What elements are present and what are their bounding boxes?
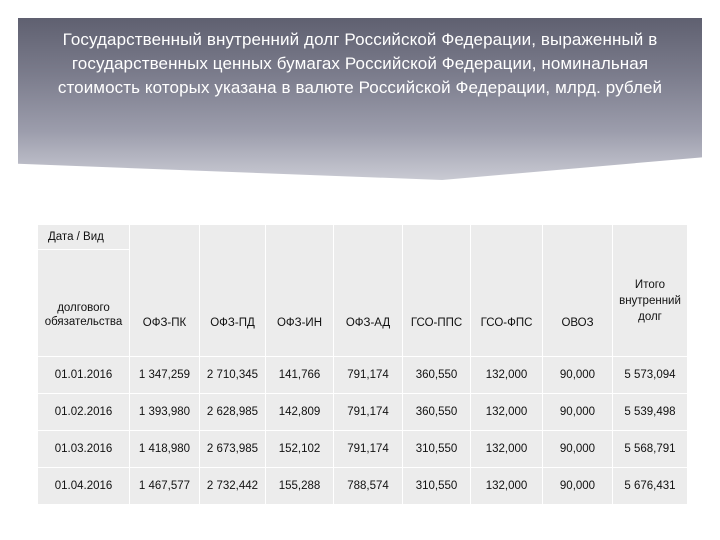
cell-value: 1 347,259 (130, 357, 200, 394)
cell-value: 2 732,442 (200, 468, 266, 505)
cell-value: 132,000 (471, 394, 543, 431)
cell-value: 132,000 (471, 431, 543, 468)
table-row (38, 394, 688, 431)
cell-value: 142,809 (266, 394, 334, 431)
header-cell-gso-pps: ГСО-ППС (403, 225, 471, 357)
cell-value: 90,000 (543, 431, 613, 468)
cell-value: 90,000 (543, 394, 613, 431)
cell-value: 791,174 (334, 394, 403, 431)
cell-value: 90,000 (543, 468, 613, 505)
cell-value: 360,550 (403, 394, 471, 431)
debt-table (37, 224, 688, 505)
row-date: 01.02.2016 (38, 394, 130, 431)
cell-value: 155,288 (266, 468, 334, 505)
cell-value: 5 573,094 (613, 357, 688, 394)
cell-value: 791,174 (334, 357, 403, 394)
row-date: 01.03.2016 (38, 431, 130, 468)
slide-title: Государственный внутренний долг Российской Федерации, выраженный в государственных ценных бумагах Российской Федерации, номинальная стоимость которых указана в валюте Российской Федерации, млрд. рублей (57, 30, 663, 97)
cell-value: 1 467,577 (130, 468, 200, 505)
cell-value: 5 568,791 (613, 431, 688, 468)
cell-value: 141,766 (266, 357, 334, 394)
header-cell-ofz-pk: ОФЗ-ПК (130, 225, 200, 357)
cell-value: 2 710,345 (200, 357, 266, 394)
cell-value: 90,000 (543, 357, 613, 394)
cell-value: 132,000 (471, 357, 543, 394)
header-cell-total: Итого внутренний долг (613, 225, 688, 357)
cell-value: 5 539,498 (613, 394, 688, 431)
header-cell-ofz-in: ОФЗ-ИН (266, 225, 334, 357)
corner-label-bottom: долгового обязательства (38, 250, 130, 357)
table-row (38, 468, 688, 505)
cell-value: 788,574 (334, 468, 403, 505)
cell-value: 310,550 (403, 431, 471, 468)
cell-value: 152,102 (266, 431, 334, 468)
cell-value: 1 418,980 (130, 431, 200, 468)
row-date: 01.04.2016 (38, 468, 130, 505)
cell-value: 2 673,985 (200, 431, 266, 468)
corner-label-top: Дата / Вид (38, 225, 130, 250)
cell-value: 360,550 (403, 357, 471, 394)
header-cell-ofz-pd: ОФЗ-ПД (200, 225, 266, 357)
cell-value: 1 393,980 (130, 394, 200, 431)
row-date: 01.01.2016 (38, 357, 130, 394)
cell-value: 310,550 (403, 468, 471, 505)
header-cell-gso-fps: ГСО-ФПС (471, 225, 543, 357)
header-cell-ofz-ad: ОФЗ-АД (334, 225, 403, 357)
cell-value: 132,000 (471, 468, 543, 505)
header-cell-ovoz: ОВОЗ (543, 225, 613, 357)
table-row (38, 357, 688, 394)
cell-value: 791,174 (334, 431, 403, 468)
cell-value: 5 676,431 (613, 468, 688, 505)
cell-value: 2 628,985 (200, 394, 266, 431)
debt-table-container (37, 224, 687, 505)
table-row (38, 431, 688, 468)
header-row-top (38, 225, 688, 250)
